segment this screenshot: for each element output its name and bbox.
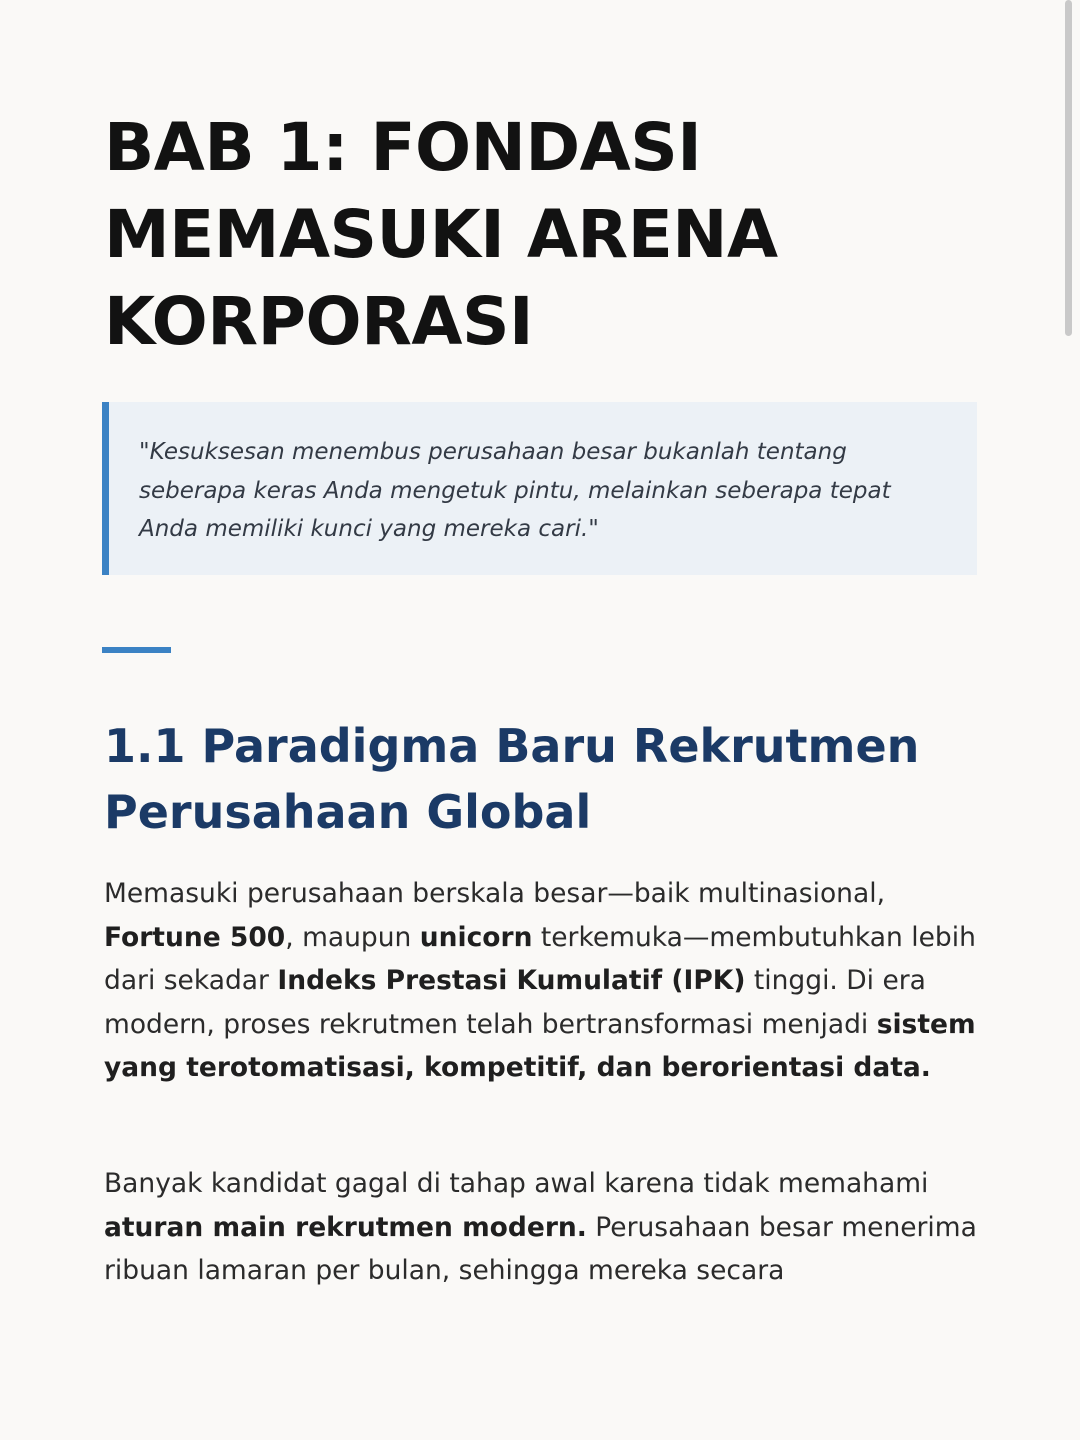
chapter-title-line-1: BAB 1: FONDASI [104, 109, 702, 186]
chapter-title [104, 104, 977, 365]
quote-text: "Kesuksesan menembus perusahaan besar bukanlah tentang seberapa keras Anda mengetuk pintu, melainkan seberapa tepat Anda memiliki kunci yang mereka cari." [139, 439, 891, 542]
paragraph-1-text-2: , maupun [285, 921, 420, 953]
blockquote [102, 402, 977, 575]
paragraph-1-text-3: terkemuka—membutuhkan lebih dari sekadar [104, 921, 976, 997]
paragraph-2-text-2: Perusahaan besar menerima ribuan lamaran per bulan, sehingga mereka secara [104, 1211, 977, 1287]
paragraph-1 [104, 872, 977, 1090]
paragraph-2-text-1: Banyak kandidat gagal di tahap awal karena tidak memahami [104, 1168, 929, 1199]
paragraph-1-bold-fortune: Fortune 500 [104, 921, 286, 953]
paragraph-1-bold-sistem: sistem yang terotomatisasi, kompetitif, dan berorientasi data. [104, 1008, 976, 1084]
paragraph-1-bold-unicorn: unicorn [419, 921, 533, 953]
scrollbar-thumb[interactable] [1065, 0, 1072, 336]
paragraph-1-text-1: Memasuki perusahaan berskala besar—baik multinasional, [104, 878, 885, 909]
section-heading: 1.1 Paradigma Baru Rekrutmen Perusahaan Global [104, 719, 920, 839]
paragraph-1-text-4: tinggi. Di era modern, proses rekrutmen telah bertransformasi menjadi [104, 965, 926, 1040]
paragraph-1-bold-ipk: Indeks Prestasi Kumulatif (IPK) [277, 965, 746, 997]
chapter-title-line-2: MEMASUKI ARENA [104, 196, 778, 273]
paragraph-2 [104, 1162, 977, 1293]
section-divider [102, 647, 171, 653]
chapter-title-line-3: KORPORASI [104, 283, 534, 360]
paragraph-2-bold-aturan: aturan main rekrutmen modern. [104, 1211, 587, 1243]
scrollbar[interactable] [1062, 0, 1080, 1440]
